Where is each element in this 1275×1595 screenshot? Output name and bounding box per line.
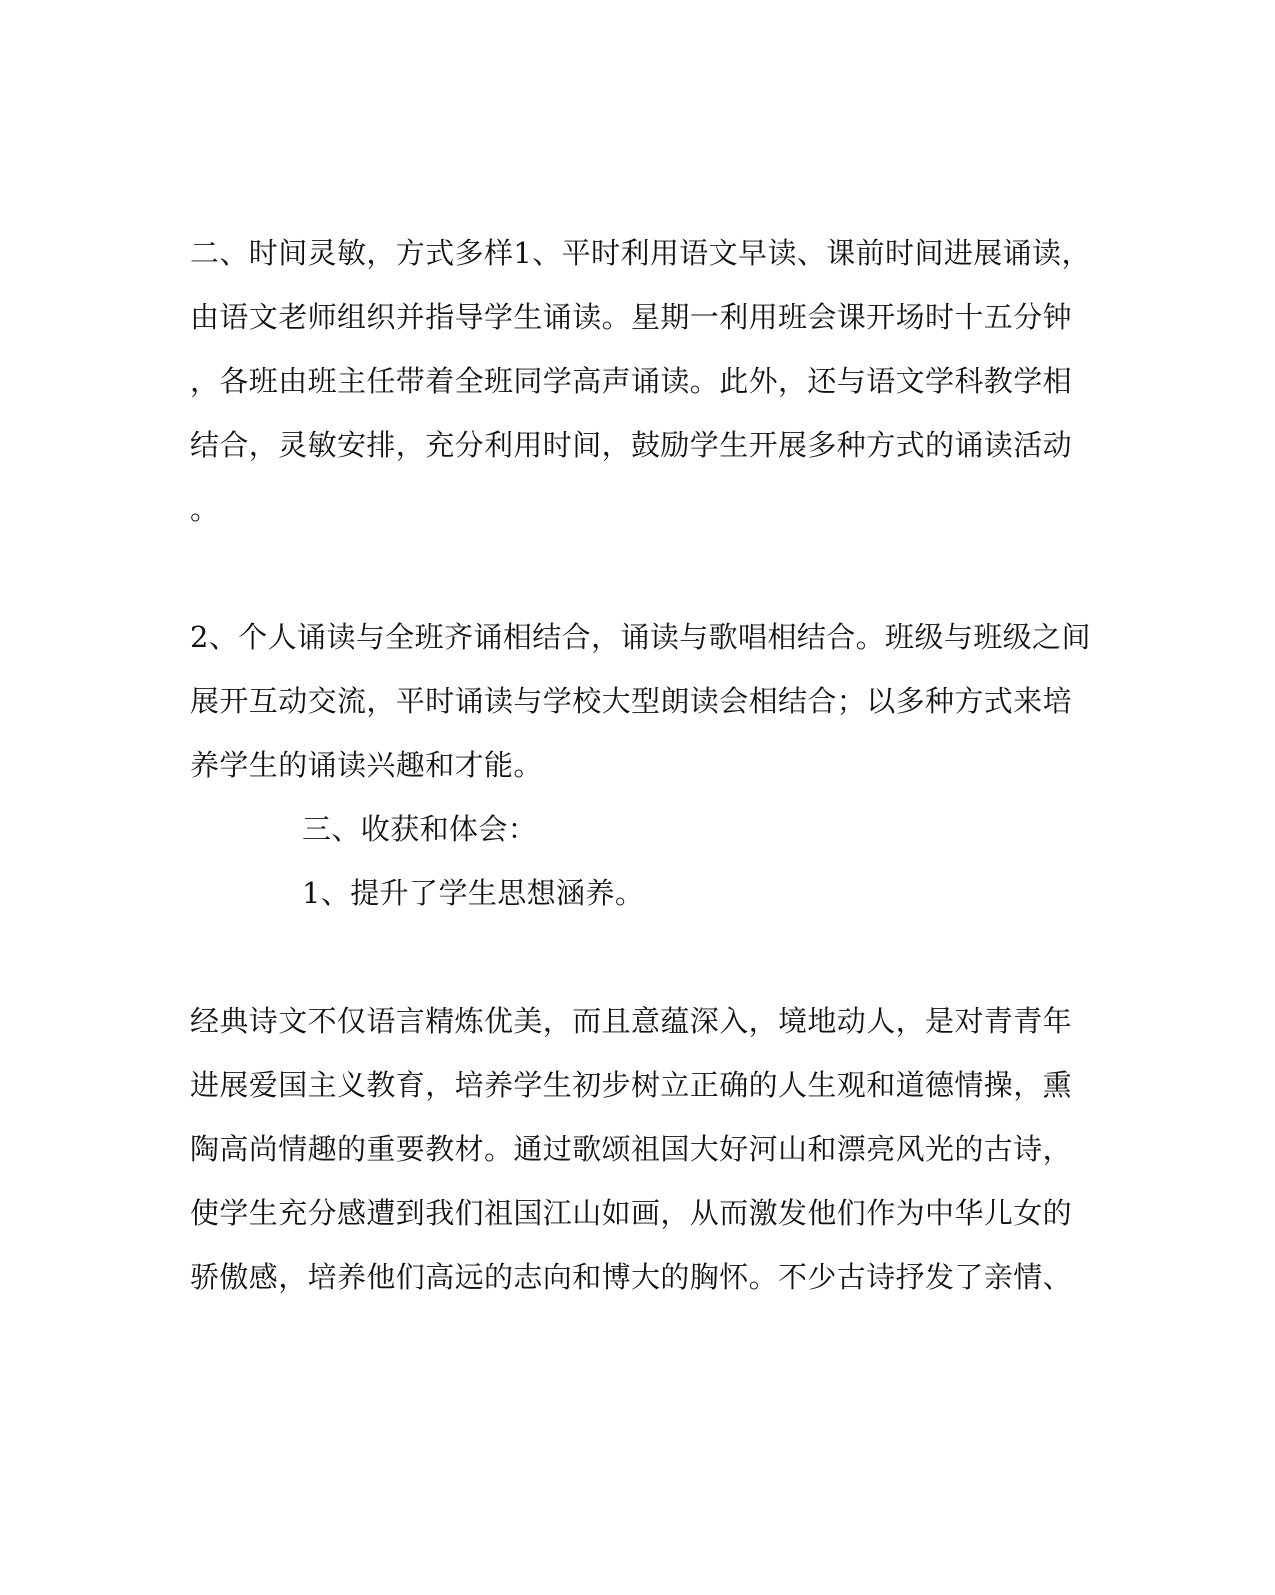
- paragraph-2-line-2: 展开互动交流，平时诵读与学校大型朗读会相结合；以多种方式来培: [190, 684, 1073, 718]
- paragraph-3-line-2: 进展爱国主义教育，培养学生初步树立正确的人生观和道德情操，熏: [190, 1068, 1073, 1102]
- paragraph-1-line-2: 由语文老师组织并指导学生诵读。星期一利用班会课开场时十五分钟: [190, 300, 1073, 334]
- section-heading: 三、收获和体会：: [302, 812, 538, 846]
- paragraph-1-line-3: ，各班由班主任带着全班同学高声诵读。此外，还与语文学科教学相: [190, 364, 1073, 398]
- paragraph-1-line-5: 。: [190, 492, 220, 526]
- paragraph-1-line-4: 结合，灵敏安排，充分利用时间，鼓励学生开展多种方式的诵读活动: [190, 428, 1073, 462]
- paragraph-1-line-1: 二、时间灵敏，方式多样1、平时利用语文早读、课前时间进展诵读，: [190, 236, 1091, 270]
- sub-heading: 1、提升了学生思想涵养。: [302, 876, 645, 910]
- paragraph-3-line-4: 使学生充分感遭到我们祖国江山如画，从而激发他们作为中华儿女的: [190, 1196, 1073, 1230]
- paragraph-2-line-1: 2、个人诵读与全班齐诵相结合，诵读与歌唱相结合。班级与班级之间: [190, 620, 1091, 654]
- paragraph-3-line-3: 陶高尚情趣的重要教材。通过歌颂祖国大好河山和漂亮风光的古诗，: [190, 1132, 1073, 1166]
- paragraph-3-line-1: 经典诗文不仅语言精炼优美，而且意蕴深入，境地动人，是对青青年: [190, 1004, 1073, 1038]
- paragraph-3-line-5: 骄傲感，培养他们高远的志向和博大的胸怀。不少古诗抒发了亲情、: [190, 1260, 1073, 1294]
- paragraph-2-line-3: 养学生的诵读兴趣和才能。: [190, 748, 543, 782]
